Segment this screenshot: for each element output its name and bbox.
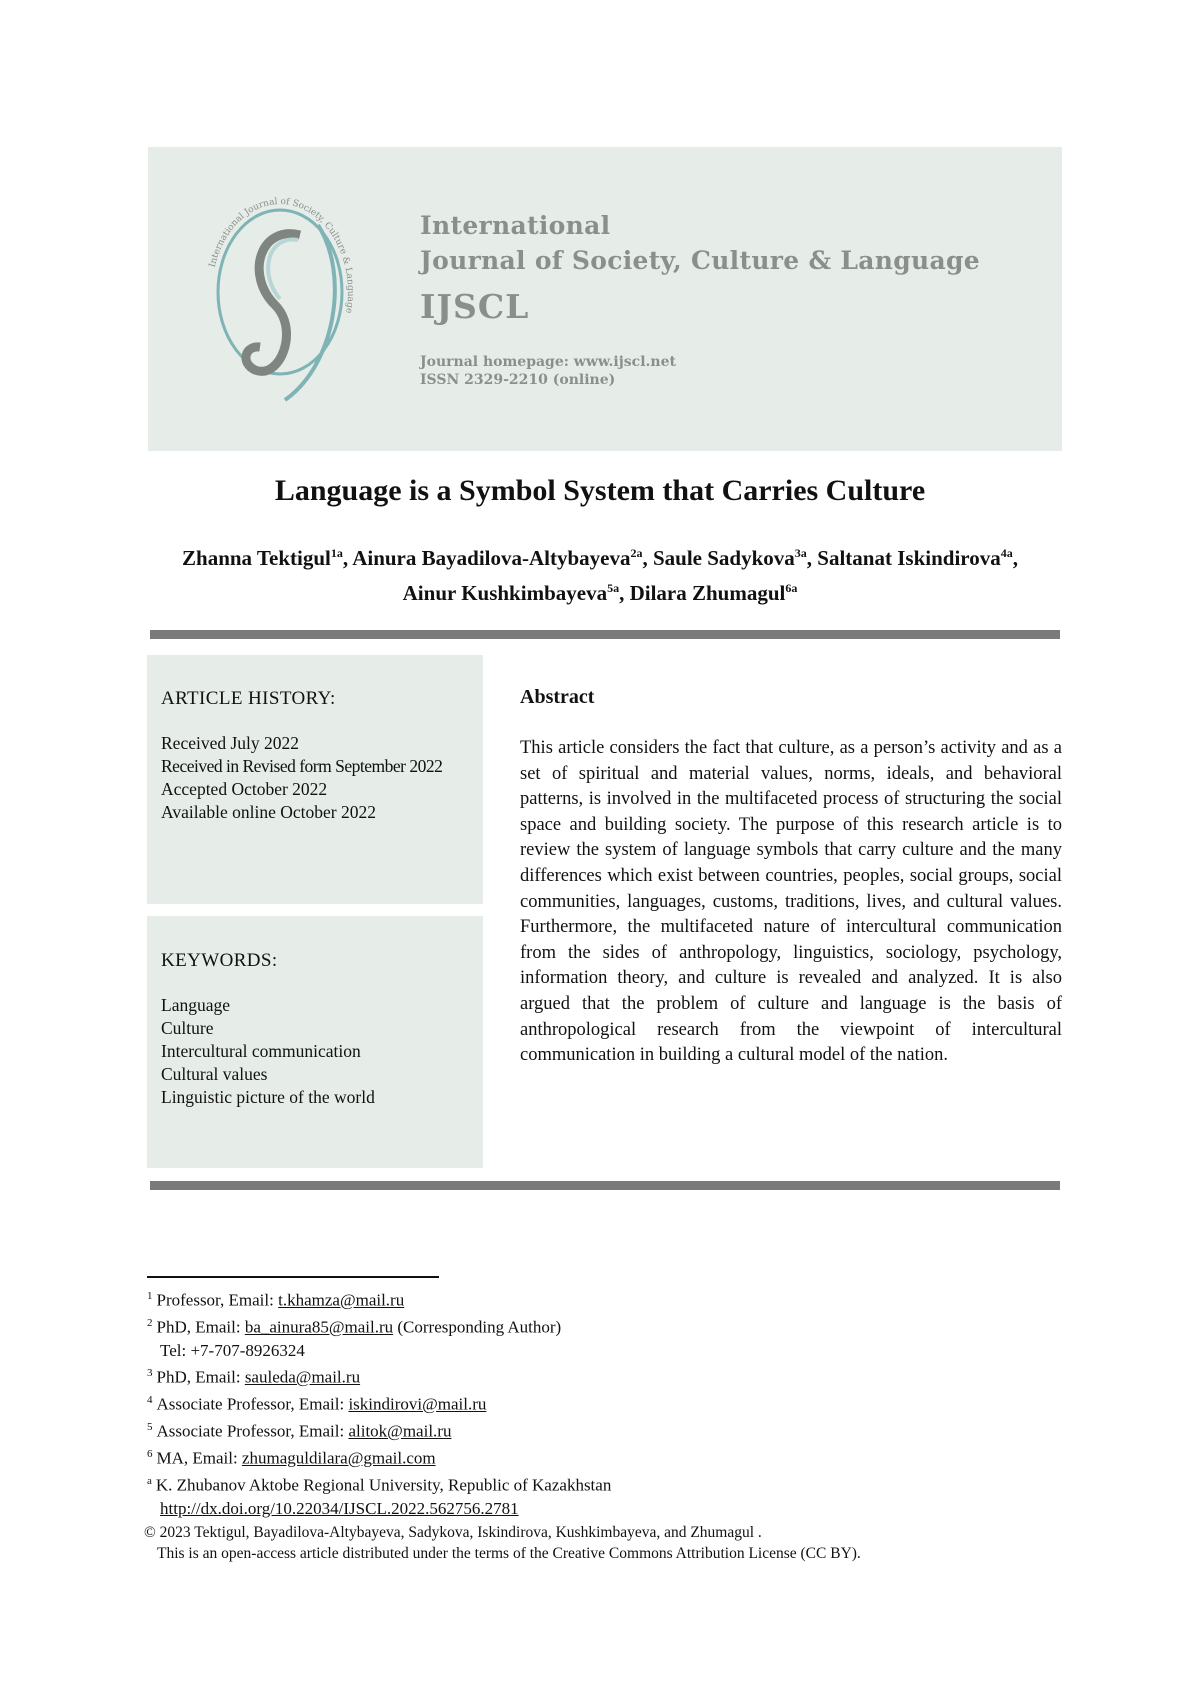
email-link[interactable]: alitok@mail.ru bbox=[348, 1421, 452, 1441]
author-name: Ainur Kushkimbayeva bbox=[402, 581, 608, 605]
article-history-heading: ARTICLE HISTORY: bbox=[161, 688, 336, 709]
doi-line bbox=[147, 1497, 1047, 1520]
list-item: Available online October 2022 bbox=[161, 802, 376, 822]
author-list: Zhanna Tektigul$^{1a}$, Ainura Bayadilova-Altybayeva$^{2a}$, Saule Sadykova$^{3a}$, Saltanat Iskindirova$^{4a}$, Ainur Kushkimbayeva$^{5a}$, Dilara Zhumagul$^{6a}$ bbox=[182, 546, 1018, 605]
author-sup: 3a bbox=[794, 546, 807, 560]
footnote-a bbox=[147, 1470, 1047, 1497]
abstract-text: This article considers the fact that culture, as a person’s activity and as a set of spiritual and material values, norms, ideals, and behavioral patterns, is involved in the multifaceted process of structuring the social space and building society. The purpose of this research article is to review the system of language symbols that carry culture and the many differences which exist between countries, peoples, social groups, social communities, languages, customs, traditions, lives, and cultural values. Furthermore, the multifaceted nature of intercultural communication from the sides of anthropology, linguistics, sociology, psychology, information theory, and culture is revealed and analyzed. It is also argued that the problem of culture and language is the basis of anthropological research from the viewpoint of intercultural communication in building a cultural model of the nation. bbox=[520, 738, 1062, 1066]
doi-link[interactable]: http://dx.doi.org/10.22034/IJSCL.2022.562756.2781 bbox=[160, 1498, 519, 1518]
author-sup: 6a bbox=[785, 581, 798, 595]
footnote-marker: 3 bbox=[147, 1367, 153, 1380]
footnote-4 bbox=[147, 1389, 1047, 1416]
footnote-text: Professor, Email: bbox=[156, 1290, 279, 1310]
footnote-marker: 6 bbox=[147, 1448, 153, 1461]
keywords-heading: KEYWORDS: bbox=[161, 950, 278, 971]
list-item: Cultural values bbox=[161, 1064, 268, 1084]
author-name: Zhanna Tektigul bbox=[182, 546, 331, 570]
list-item: Language bbox=[161, 995, 230, 1015]
footnote-marker: 5 bbox=[147, 1421, 153, 1434]
email-link[interactable]: t.khamza@mail.ru bbox=[278, 1290, 405, 1310]
email-link[interactable]: zhumaguldilara@gmail.com bbox=[241, 1448, 436, 1468]
corresponding-author-note: (Corresponding Author) bbox=[393, 1317, 562, 1337]
svg-text:International Journal of Socie: International Journal of Society, Culture & Language bbox=[207, 196, 356, 315]
email-link[interactable]: iskindirovi@mail.ru bbox=[348, 1394, 487, 1414]
author-sup: 4a bbox=[1000, 546, 1013, 560]
footnote-text: Associate Professor, Email: bbox=[156, 1421, 349, 1441]
banner-acronym: IJSCL bbox=[420, 287, 530, 326]
footnote-text: PhD, Email: bbox=[156, 1317, 245, 1337]
footnote-text: PhD, Email: bbox=[156, 1367, 245, 1387]
list-item: Received in Revised form September 2022 bbox=[161, 756, 443, 776]
list-item: Linguistic picture of the world bbox=[161, 1087, 375, 1107]
affiliation-text: K. Zhubanov Aktobe Regional University, Republic of Kazakhstan bbox=[155, 1475, 612, 1495]
author-sup: 1a bbox=[330, 546, 343, 560]
footnote-text: Associate Professor, Email: bbox=[156, 1394, 349, 1414]
article-history-list bbox=[161, 732, 442, 824]
author-sup: 2a bbox=[630, 546, 643, 560]
keywords-box bbox=[147, 916, 483, 1168]
top-divider bbox=[150, 630, 1060, 639]
list-item: Received July 2022 bbox=[161, 733, 300, 753]
banner-line-2: Journal of Society, Culture & Language bbox=[420, 246, 980, 275]
banner-issn: ISSN 2329-2210 (online) bbox=[420, 372, 616, 388]
footnote-marker: 2 bbox=[147, 1316, 153, 1329]
footnote-2 bbox=[147, 1312, 1047, 1339]
banner-line-1: International bbox=[420, 211, 611, 240]
article-title: Language is a Symbol System that Carries Culture bbox=[274, 474, 926, 507]
footnote-6 bbox=[147, 1443, 1047, 1470]
list-item: Intercultural communication bbox=[161, 1041, 361, 1061]
footnote-5 bbox=[147, 1416, 1047, 1443]
footnotes bbox=[144, 1285, 1047, 1564]
author-sup: 5a bbox=[607, 581, 620, 595]
journal-banner bbox=[148, 147, 1062, 451]
copyright-line: © 2023 Tektigul, Bayadilova-Altybayeva, Sadykova, Iskindirova, Kushkimbayeva, and Zhumagul . bbox=[144, 1524, 762, 1542]
banner-homepage: Journal homepage: www.ijscl.net bbox=[420, 354, 676, 370]
footnote-marker: 4 bbox=[147, 1394, 153, 1407]
copyright-notice bbox=[144, 1522, 1047, 1564]
footnote-marker: a bbox=[147, 1475, 152, 1488]
list-item: Culture bbox=[161, 1018, 214, 1038]
email-link[interactable]: sauleda@mail.ru bbox=[244, 1367, 361, 1387]
list-item: Accepted October 2022 bbox=[161, 779, 328, 799]
footnote-2-tel: Tel: +7-707-8926324 bbox=[160, 1340, 305, 1360]
footnote-text: MA, Email: bbox=[156, 1448, 242, 1468]
journal-logo bbox=[200, 195, 360, 405]
article-history-box bbox=[147, 655, 483, 904]
author-name: Dilara Zhumagul bbox=[629, 581, 786, 605]
author-name: Saltanat Iskindirova bbox=[817, 546, 1001, 570]
footnote-1 bbox=[147, 1285, 1047, 1312]
email-link[interactable]: ba_ainura85@mail.ru bbox=[244, 1317, 394, 1337]
footnote-3 bbox=[147, 1362, 1047, 1389]
footnote-separator bbox=[147, 1276, 439, 1278]
keywords-list bbox=[161, 994, 375, 1109]
footnote-marker: 1 bbox=[147, 1290, 153, 1302]
bottom-divider bbox=[150, 1181, 1060, 1190]
author-name: Saule Sadykova bbox=[652, 546, 795, 570]
author-name: Ainura Bayadilova-Altybayeva bbox=[352, 546, 631, 570]
abstract-heading: Abstract bbox=[520, 686, 595, 708]
license-line: This is an open-access article distributed under the terms of the Creative Commons Attribution License (CC BY). bbox=[157, 1545, 861, 1563]
